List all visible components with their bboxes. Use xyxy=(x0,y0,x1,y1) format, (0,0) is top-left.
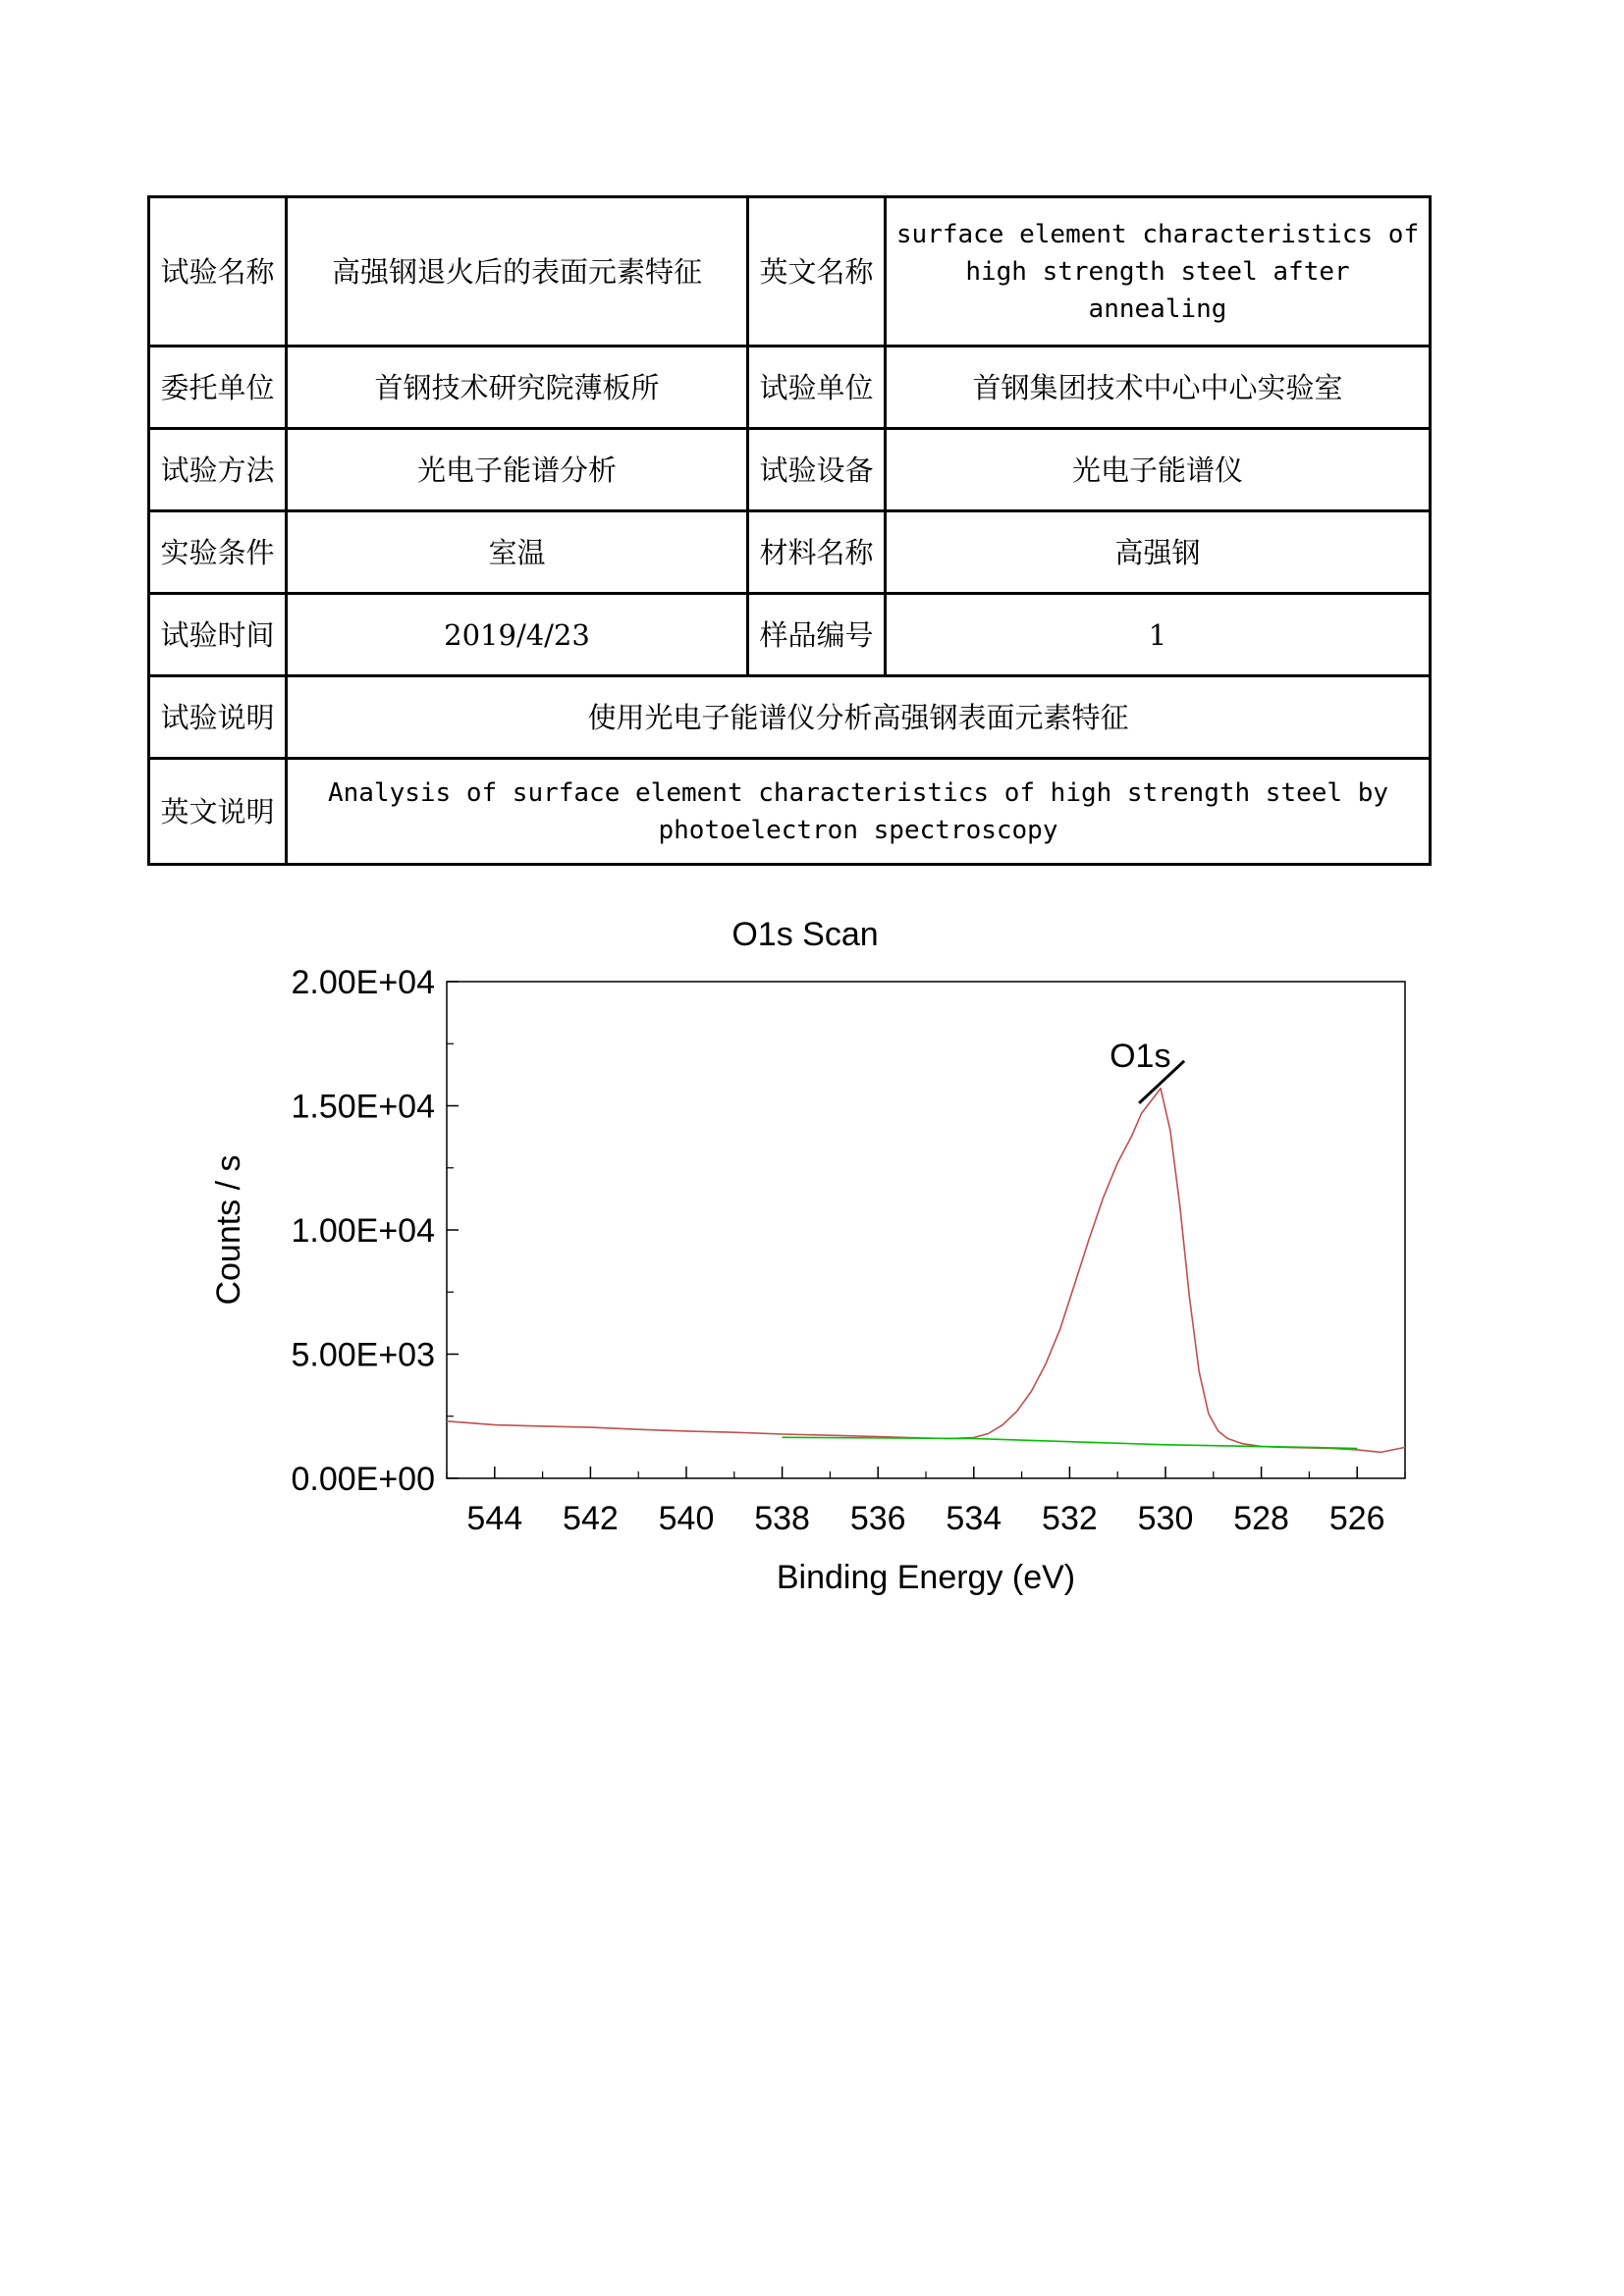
series-layer xyxy=(447,1089,1405,1453)
x-tick-label: 532 xyxy=(1042,1500,1098,1537)
y-axis-label: Counts / s xyxy=(210,1154,247,1306)
y-tick-label: 1.00E+04 xyxy=(291,1212,435,1250)
table-row xyxy=(149,197,1431,347)
x-tick-label: 544 xyxy=(466,1500,523,1537)
y-tick-label: 2.00E+04 xyxy=(291,964,435,1001)
peak-label: O1s xyxy=(1110,1037,1171,1075)
x-tick-label: 536 xyxy=(849,1500,906,1537)
method-label: 试验方法 xyxy=(149,429,287,511)
lab-value: 首钢集团技术中心中心实验室 xyxy=(886,347,1431,429)
o1s-scan-chart xyxy=(196,913,1434,1620)
plot-frame xyxy=(447,982,1405,1478)
table-row xyxy=(149,594,1431,676)
y-tick-label: 1.50E+04 xyxy=(291,1088,435,1126)
spectrum-line xyxy=(447,1089,1405,1453)
description-label: 试验说明 xyxy=(149,676,287,759)
sample-label: 样品编号 xyxy=(748,594,886,676)
chart-title: O1s Scan xyxy=(731,916,879,953)
english-description-value: Analysis of surface element characteristics of high strength steel by photoelectron spectroscopy xyxy=(287,759,1431,865)
date-label: 试验时间 xyxy=(149,594,287,676)
test-info-table xyxy=(147,195,1432,866)
x-tick-label: 534 xyxy=(946,1500,1002,1537)
condition-label: 实验条件 xyxy=(149,511,287,594)
x-tick-label: 530 xyxy=(1137,1500,1194,1537)
y-tick-label: 5.00E+03 xyxy=(291,1336,435,1374)
equipment-value: 光电子能谱仪 xyxy=(886,429,1431,511)
table-row xyxy=(149,347,1431,429)
x-tick-label: 542 xyxy=(563,1500,619,1537)
english-description-label: 英文说明 xyxy=(149,759,287,865)
table-row xyxy=(149,511,1431,594)
sample-value: 1 xyxy=(886,594,1431,676)
x-tick-label: 526 xyxy=(1328,1500,1385,1537)
table-row xyxy=(149,676,1431,759)
client-label: 委托单位 xyxy=(149,347,287,429)
annotation-layer xyxy=(1110,1038,1184,1103)
x-axis-label: Binding Energy (eV) xyxy=(776,1559,1076,1596)
lab-label: 试验单位 xyxy=(748,347,886,429)
x-tick-label: 540 xyxy=(658,1500,715,1537)
material-value: 高强钢 xyxy=(886,511,1431,594)
x-tick-label: 528 xyxy=(1233,1500,1289,1537)
condition-value: 室温 xyxy=(287,511,748,594)
table-row xyxy=(149,759,1431,865)
equipment-label: 试验设备 xyxy=(748,429,886,511)
method-value: 光电子能谱分析 xyxy=(287,429,748,511)
english-name-value: surface element characteristics of high strength steel after annealing xyxy=(886,197,1431,347)
date-value: 2019/4/23 xyxy=(287,594,748,676)
english-name-label: 英文名称 xyxy=(748,197,886,347)
x-axis xyxy=(447,1467,1405,1537)
y-tick-label: 0.00E+00 xyxy=(291,1461,435,1498)
x-tick-label: 538 xyxy=(754,1500,810,1537)
y-axis xyxy=(291,964,459,1498)
background-line xyxy=(783,1437,1358,1448)
test-name-label: 试验名称 xyxy=(149,197,287,347)
description-value: 使用光电子能谱仪分析高强钢表面元素特征 xyxy=(287,676,1431,759)
table-row xyxy=(149,429,1431,511)
test-name-value: 高强钢退火后的表面元素特征 xyxy=(287,197,748,347)
material-label: 材料名称 xyxy=(748,511,886,594)
client-value: 首钢技术研究院薄板所 xyxy=(287,347,748,429)
